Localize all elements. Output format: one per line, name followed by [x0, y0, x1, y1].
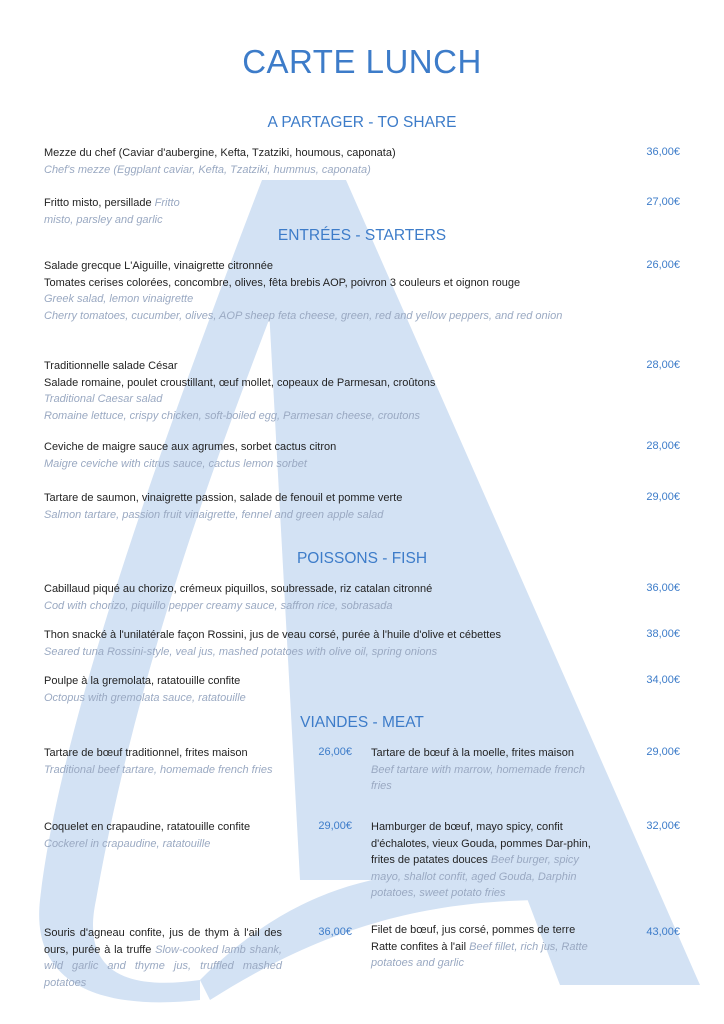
menu-item: Traditionnelle salade César Salade romaine, poulet croustillant, œuf mollet, copeaux de Parmesan, croûtons Traditional Caesar salad Romaine lettuce, crispy chicken, soft-boiled egg, Parmesan cheese, croutons: [44, 360, 436, 422]
section-heading-share: A PARTAGER - TO SHARE: [267, 114, 457, 131]
menu-item: Tartare de bœuf traditionnel, frites maison Traditional beef tartare, homemade french fries: [44, 747, 273, 776]
price: 38,00€: [646, 628, 680, 640]
menu-item: Poulpe à la gremolata, ratatouille confite Octopus with gremolata sauce, ratatouille: [44, 675, 246, 704]
menu-item: Hamburger de bœuf, mayo spicy, confit d'échalotes, vieux Gouda, pommes Dar-phin, frites de patates douces Beef burger, spicy mayo, shallot confit, aged Gouda, Darphin potatoes, sweet potato fries: [371, 821, 591, 900]
menu-item: Fritto misto, persillade Fritto misto, parsley and garlic: [44, 197, 180, 226]
price: 36,00€: [646, 582, 680, 594]
page-title: CARTE LUNCH: [242, 43, 482, 80]
menu-item: Mezze du chef (Caviar d'aubergine, Kefta, Tzatziki, houmous, caponata) Chef's mezze (Eggplant caviar, Kefta, Tzatziki, hummus, caponata): [44, 147, 396, 176]
menu-item: Cabillaud piqué au chorizo, crémeux piquillos, soubressade, riz catalan citronné Cod with chorizo, piquillo pepper creamy sauce, saffron rice, sobrasada: [44, 583, 433, 612]
menu-item: Filet de bœuf, jus corsé, pommes de terre Ratte confites à l'ail Beef fillet, rich jus, Ratte potatoes and garlic: [371, 924, 588, 970]
price: 36,00€: [646, 146, 680, 158]
menu-item: Tartare de bœuf à la moelle, frites maison Beef tartare with marrow, homemade french fries: [371, 747, 585, 793]
price: 34,00€: [646, 674, 680, 686]
price: 29,00€: [318, 820, 352, 832]
price: 27,00€: [646, 196, 680, 208]
price: 28,00€: [646, 440, 680, 452]
section-heading-starters: ENTRÉES - STARTERS: [277, 227, 447, 244]
price: 26,00€: [646, 259, 680, 271]
price: 26,00€: [318, 746, 352, 758]
section-heading-fish: POISSONS - FISH: [296, 550, 428, 567]
menu-item: Ceviche de maigre sauce aux agrumes, sorbet cactus citron Maigre ceviche with citrus sauce, cactus lemon sorbet: [44, 441, 337, 470]
price: 29,00€: [646, 491, 680, 503]
price: 28,00€: [646, 359, 680, 371]
price: 43,00€: [646, 926, 680, 938]
price: 32,00€: [646, 820, 680, 832]
menu-item: Salade grecque L'Aiguille, vinaigrette citronnée Tomates cerises colorées, concombre, olives, fêta brebis AOP, poivron 3 couleurs et oignon rouge Greek salad, lemon vinaigrette Cherry tomatoes, cucumber, olives, AOP sheep feta cheese, green, red and yellow peppers, and red onion: [44, 260, 563, 322]
price: 29,00€: [646, 746, 680, 758]
menu-item: Souris d'agneau confite, jus de thym à l'ail des ours, purée à la truffe Slow-cooked lamb shank, wild garlic and thyme jus, truffled mashed potatoes: [44, 927, 282, 989]
section-heading-meat: VIANDES - MEAT: [300, 714, 424, 731]
price: 36,00€: [318, 926, 352, 938]
menu-item: Coquelet en crapaudine, ratatouille confite Cockerel in crapaudine, ratatouille: [44, 821, 251, 850]
menu-item: Tartare de saumon, vinaigrette passion, salade de fenouil et pomme verte Salmon tartare, passion fruit vinaigrette, fennel and green apple salad: [44, 492, 403, 521]
menu-item: Thon snacké à l'unilatérale façon Rossini, jus de veau corsé, purée à l'huile d'olive et cébettes Seared tuna Rossini-style, veal jus, mashed potatoes with olive oil, spring onions: [44, 629, 501, 658]
